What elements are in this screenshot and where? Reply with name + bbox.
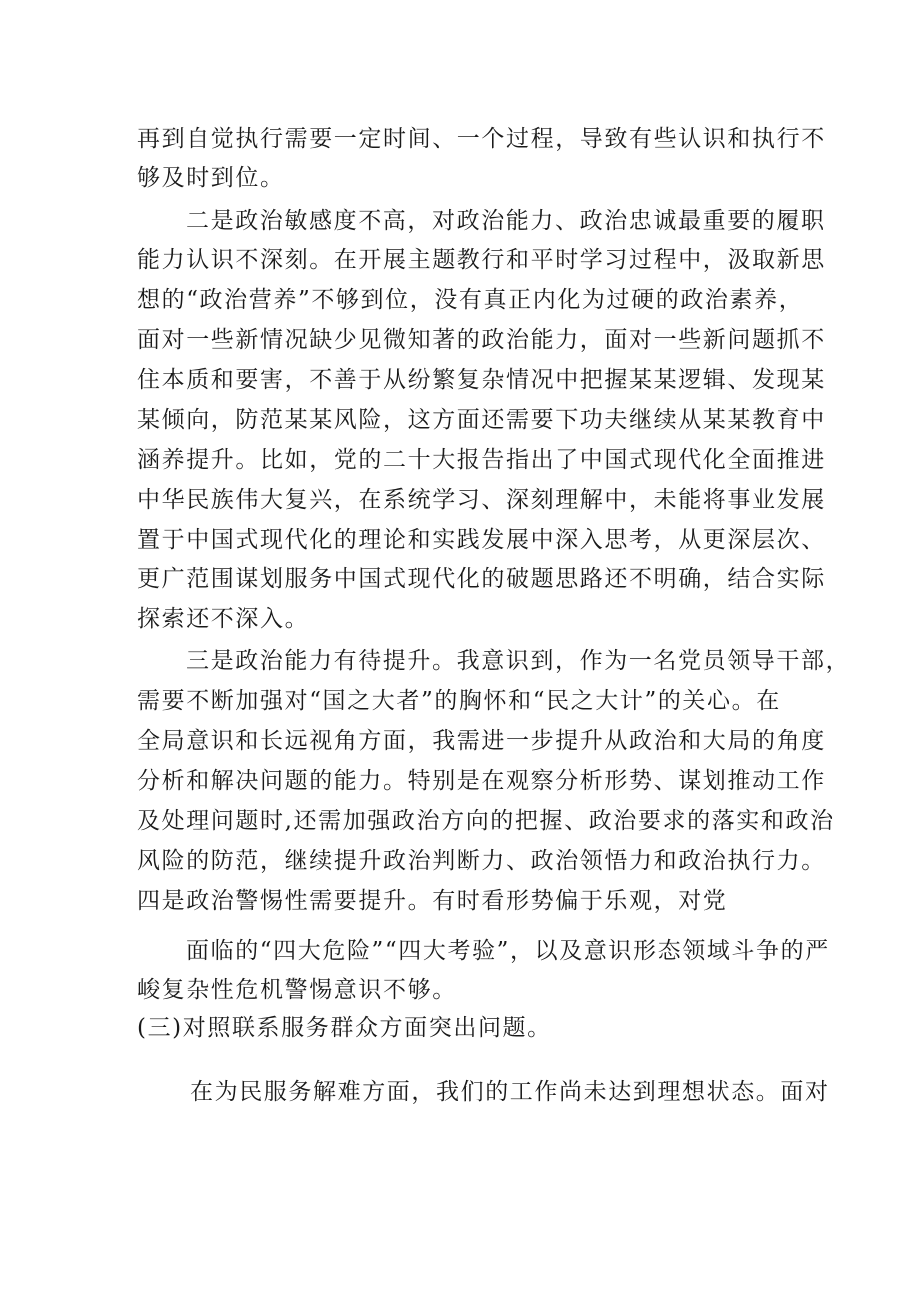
text-line: 探索还不深入。 [137,606,310,632]
text-line: 住本质和要害，不善于从纷繁复杂情况中把握某某逻辑、发现某 [137,367,826,393]
text-line: 全局意识和长远视角方面，我需进一步提升从政治和大局的角度 [137,728,826,754]
text-line: 再到自觉执行需要一定时间、一个过程，导致有些认识和执行不 [137,126,826,152]
text-line: 面对一些新情况缺少见微知著的政治能力，面对一些新问题抓不 [137,327,826,353]
text-line: 更广范围谋划服务中国式现代化的破题思路还不明确，结合实际 [137,566,826,592]
text-line: 想的“政治营养”不够到位，没有真正内化为过硬的政治素养， [137,287,804,313]
text-line: 及处理问题时,还需加强政治方向的把握、政治要求的落实和政治 [137,808,835,834]
text-line: 能力认识不深刻。在开展主题教行和平时学习过程中，汲取新思 [137,247,826,273]
text-line: 置于中国式现代化的理论和实践发展中深入思考，从更深层次、 [137,527,826,553]
text-line: 四是政治警惕性需要提升。有时看形势偏于乐观，对党 [137,888,728,914]
text-line: 峻复杂性危机警惕意识不够。 [137,977,457,1003]
text-line: 某倾向，防范某某风险，这方面还需要下功夫继续从某某教育中 [137,407,826,433]
text-line: 涵养提升。比如，党的二十大报告指出了中国式现代化全面推进 [137,447,826,473]
paragraph-2-start: 二是政治敏感度不高，对政治能力、政治忠诚最重要的履职 [186,208,826,234]
section-heading: 在为民服务解难方面，我们的工作尚未达到理想状态。面对 [190,1079,830,1105]
paragraph-3-start: 三是政治能力有待提升。我意识到，作为一名党员领导干部， [186,648,851,674]
text-line: 够及时到位。 [137,165,285,191]
text-line: 需要不断加强对“国之大者”的胸怀和“民之大计”的关心。在 [137,688,781,714]
text-line: (三)对照联系服务群众方面突出问题。 [137,1015,552,1041]
text-line: 风险的防范，继续提升政治判断力、政治领悟力和政治执行力。 [137,848,826,874]
text-line: 中华民族伟大复兴，在系统学习、深刻理解中，未能将事业发展 [137,487,826,513]
text-line: 分析和解决问题的能力。特别是在观察分析形势、谋划推动工作 [137,768,826,794]
paragraph-4-start: 面临的“四大危险”“四大考验”，以及意识形态领域斗争的严 [186,938,830,964]
